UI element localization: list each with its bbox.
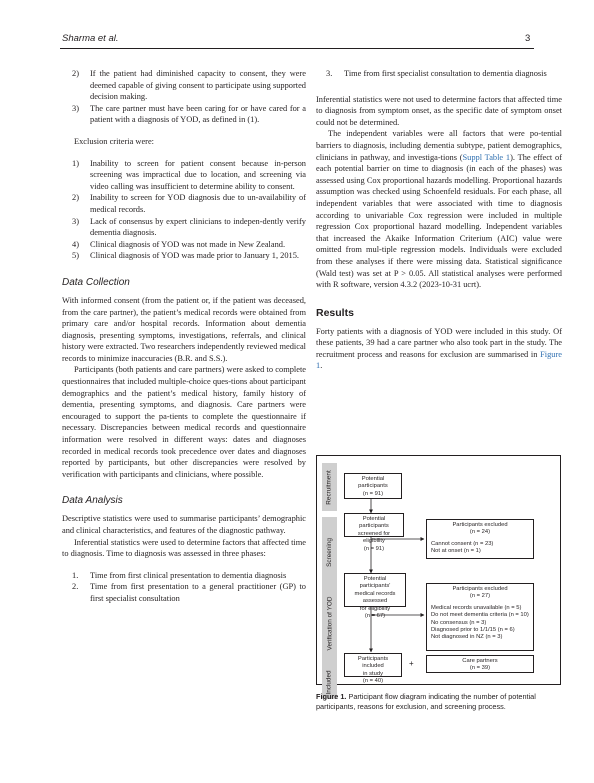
phase-list-continued bbox=[316, 68, 562, 80]
list-item: 1. Time from first clinical presentation to dementia diagnosis bbox=[72, 570, 287, 580]
list-item: 3. Time from first specialist consultation to dementia diagnosis bbox=[326, 69, 547, 78]
phase-label-screening: Screening bbox=[322, 517, 337, 587]
box-excluded-verification: Participants excluded (n = 27) Medical records unavailable (n = 5) Do not meet dementia criteria (n = 10) No consensus (n = 3) Diagnosed prior to 1/1/15 (n = 6) Not diagnosed in NZ (n = 3) bbox=[426, 583, 534, 651]
figure-1-link[interactable]: Figure 1 bbox=[316, 349, 562, 371]
paragraph: Forty patients with a diagnosis of YOD were included in this study. Of these patients, 39 had a care partner who also took part in the study. The recruitment process and reasons for exclusion are summarised in Figure 1. bbox=[316, 326, 562, 371]
section-heading-data-analysis: Data Analysis bbox=[62, 495, 123, 507]
running-header-author: Sharma et al. bbox=[62, 33, 119, 44]
suppl-table-link[interactable]: Suppl Table 1 bbox=[462, 152, 511, 162]
paragraph: With informed consent (from the patient or, if the patient was deceased, from the care partner), the patient’s medical records were obtained from primary care and/or hospital records. Information about dementia diagnosis, presenting symptoms, investigations, referrals, and clinical history were extracted. Two researchers independently reviewed medical records to minimize inaccuracies (B.R. and S.S.). bbox=[62, 295, 306, 363]
phase-list bbox=[62, 570, 306, 605]
inclusion-criteria-list bbox=[62, 68, 306, 126]
participant-flow-diagram bbox=[316, 455, 561, 695]
paragraph: Inferential statistics were not used to determine factors that affected time to diagnosis from symptom onset, as the specific date of symptom onset could not be determined. bbox=[316, 94, 562, 127]
box-records-assessed: Potential participants' medical records assessed for eligibility (n = 67) bbox=[344, 573, 406, 607]
list-item: 5) Clinical diagnosis of YOD was made prior to January 1, 2015. bbox=[72, 251, 300, 261]
section-heading-data-collection: Data Collection bbox=[62, 276, 130, 288]
box-care-partners: Care partners (n = 39) bbox=[426, 655, 534, 673]
right-column bbox=[316, 68, 562, 372]
exclusion-criteria-intro: Exclusion criteria were: bbox=[74, 136, 154, 146]
paragraph: Descriptive statistics were used to summarise participants’ demographic and clinical characteristics, and features of the diagnostic pathway. bbox=[62, 514, 306, 535]
box-screened-participants: Potential participants screened for eligibility (n = 91) bbox=[344, 513, 404, 537]
figure-caption: Figure 1. Participant flow diagram indicating the number of potential participants, reasons for exclusion, and screening process. bbox=[316, 692, 536, 711]
paragraph: Participants (both patients and care partners) were asked to complete questionnaires that included multiple-choice ques-tions about participant demographics and the patient’s medical history, family history of dementia, presenting symptoms, and diagnosis. Care partners were encouraged to support the pa-tients to complete the questionnaire if necessary. Discrepancies between medical records and questionnaire information were resolved in different ways: dates and diagnoses recorded in medical records took precedence over dates and diagnoses reported by participants, but other discrepancies were resolved by verification with participants and clinicians, where possible. bbox=[62, 365, 306, 479]
list-item: 4) Clinical diagnosis of YOD was not made in New Zealand. bbox=[72, 239, 286, 249]
phase-label-included: Included bbox=[322, 665, 337, 699]
box-potential-participants: Potential participants (n = 91) bbox=[344, 473, 402, 499]
plus-sign: + bbox=[409, 659, 414, 668]
list-item: 3) The care partner must have been caring for or have cared for a patient with a diagnosis of YOD, as defined in (1). bbox=[72, 103, 306, 125]
list-item: 2) If the patient had diminished capacity to consent, they were deemed capable of giving consent to participate using supported decision making. bbox=[72, 69, 306, 102]
list-item: 1) Inability to screen for patient consent because in-person screening was impractical due to location, and screening via video calling was insufficient to determine ability to consent. bbox=[72, 158, 306, 191]
header-rule bbox=[60, 48, 534, 49]
left-column bbox=[62, 68, 306, 605]
paragraph: The independent variables were all factors that were po-tential barriers to diagnosis, including dementia subtype, patient demographics, clinicians in pathway, and investiga-tions (Suppl Table 1). The effect of each potential barrier on time to diagnosis (in each of the phases) was assessed using Cox proportional hazards modelling. Proportional hazards assumption was checked using Schoenfeld residuals. For each phase, all independent variables that were associated with time to diagnosis according to univariable Cox regression were included in multiple regression Cox proportional hazard modelling. Independent variables that increased the Akaike Information Criterium (AIC) value were omitted from mul-tiple regression models. Individuals were excluded from these analyses if there were missing data. Statistical significance (Wald test) was set at P > 0.05. All statistical analyses were performed with R software, version 4.3.2 (2023-10-31 ucrt). bbox=[316, 129, 562, 290]
list-item: 2. Time from first presentation to a general practitioner (GP) to first specialist consultation bbox=[72, 582, 306, 603]
box-included-participants: Participants included in study (n = 40) bbox=[344, 653, 402, 677]
page-number: 3 bbox=[525, 33, 531, 44]
box-excluded-screening: Participants excluded (n = 24) Cannot consent (n = 23) Not at onset (n = 1) bbox=[426, 519, 534, 559]
section-heading-results: Results bbox=[316, 306, 354, 319]
list-item: 2) Inability to screen for YOD diagnosis due to un-availability of medical records. bbox=[72, 193, 306, 214]
phase-label-recruitment: Recruitment bbox=[322, 463, 337, 511]
paragraph: Inferential statistics were used to determine factors that affected time to diagnosis. Time to diagnosis was assessed in three phases: bbox=[62, 537, 306, 559]
phase-label-verification: Verification of YOD bbox=[322, 575, 337, 671]
list-item: 3) Lack of consensus by expert clinicians to indepen-dently verify dementia diagnosis. bbox=[72, 216, 306, 238]
exclusion-criteria-list bbox=[62, 158, 306, 262]
